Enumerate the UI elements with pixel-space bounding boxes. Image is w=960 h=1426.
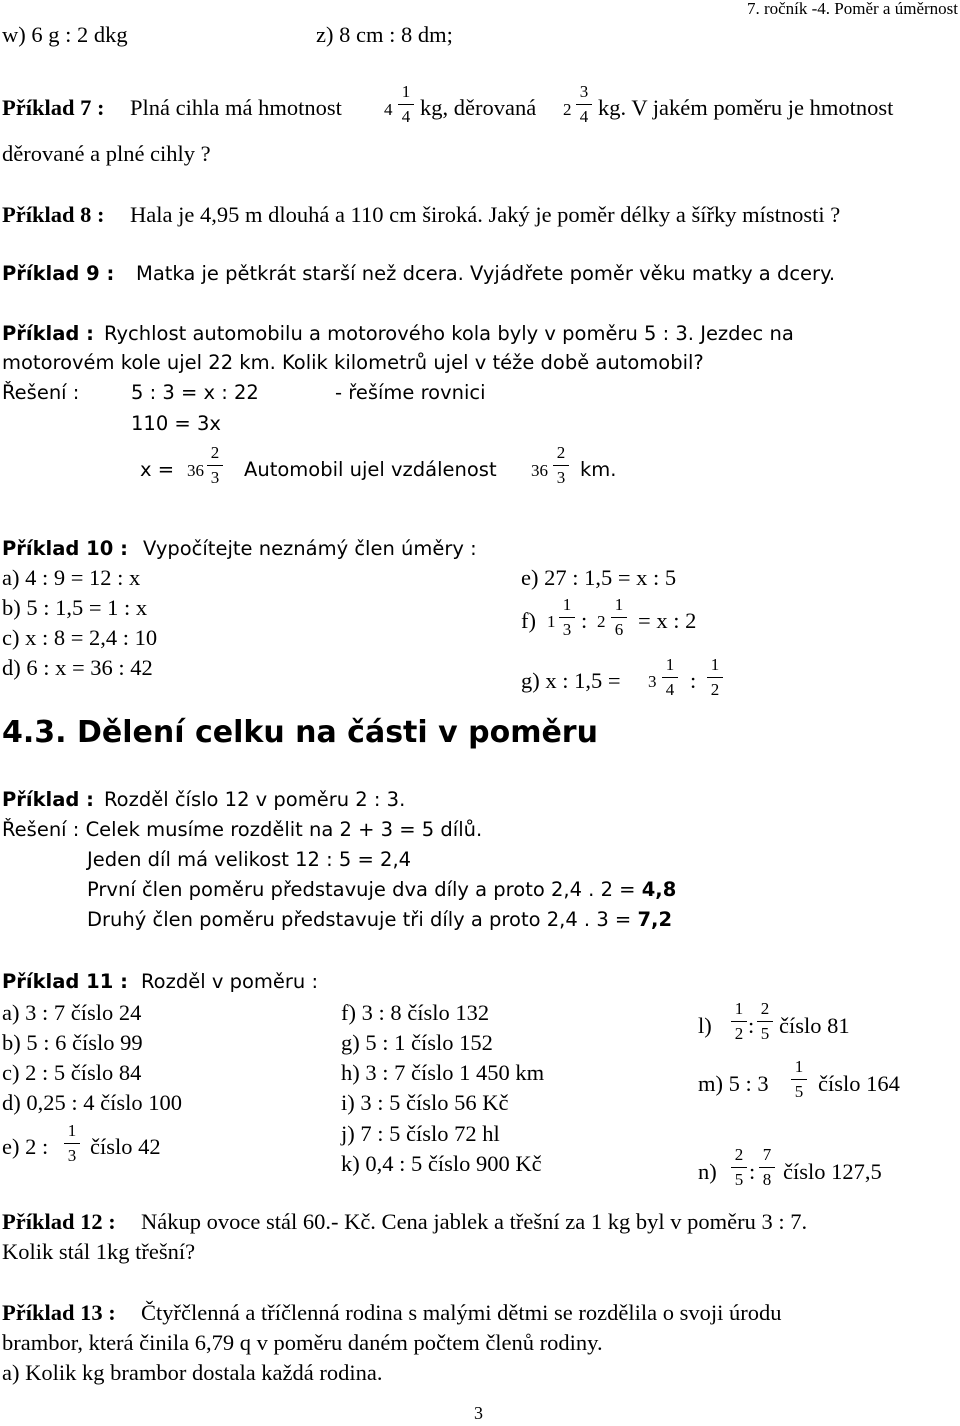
example-11-d: d) 0,25 : 4 číslo 100 xyxy=(2,1090,182,1115)
fraction-denominator: 4 xyxy=(579,107,589,126)
fraction-denominator: 6 xyxy=(614,620,624,639)
example-10-f-colon: : xyxy=(581,608,588,633)
fraction-denominator: 2 xyxy=(734,1024,744,1043)
page-number: 3 xyxy=(474,1403,483,1423)
example-13-label: Příklad 13 : xyxy=(2,1300,116,1325)
result-value-first: 4,8 xyxy=(641,878,677,901)
example-8-label: Příklad 8 : xyxy=(2,202,105,227)
example-9-label: Příklad 9 : xyxy=(2,262,115,285)
example-11-b: b) 5 : 6 číslo 99 xyxy=(2,1030,143,1055)
fraction-denominator: 3 xyxy=(210,468,220,487)
section-heading: 4.3. Dělení celku na části v poměru xyxy=(2,715,598,750)
result-line-2: Jeden díl má velikost 12 : 5 = 2,4 xyxy=(87,848,412,871)
fraction-whole: 2 xyxy=(597,612,606,631)
fraction-bar xyxy=(398,104,414,105)
result-value-second: 7,2 xyxy=(637,908,673,931)
example-11-a: a) 3 : 7 číslo 24 xyxy=(2,1000,142,1025)
example-13-text-b: brambor, která činila 6,79 q v poměru daném počtem členů rodiny. xyxy=(2,1330,603,1355)
example-11-n-rest: číslo 127,5 xyxy=(783,1159,882,1184)
fraction-whole: 1 xyxy=(547,612,556,631)
example-11-l-rest: číslo 81 xyxy=(779,1013,850,1038)
example-divide-label: Příklad : xyxy=(2,788,94,811)
example-7-text-c: kg. V jakém poměru je hmotnost xyxy=(598,95,894,120)
result-line-3 xyxy=(87,880,676,900)
fraction-denominator: 8 xyxy=(762,1170,772,1189)
example-10-d: d) 6 : x = 36 : 42 xyxy=(2,655,153,680)
example-11-j: j) 7 : 5 číslo 72 hl xyxy=(341,1121,500,1146)
fraction-denominator: 5 xyxy=(734,1170,744,1189)
example-11-c: c) 2 : 5 číslo 84 xyxy=(2,1060,142,1085)
fraction-bar xyxy=(731,1167,747,1168)
fraction-denominator: 3 xyxy=(67,1146,77,1165)
example-11-m-label: m) 5 : 3 xyxy=(698,1071,769,1096)
example-10-text: Vypočítejte neznámý člen úměry : xyxy=(143,537,477,560)
example-10-b: b) 5 : 1,5 = 1 : x xyxy=(2,595,148,620)
example-11-i: i) 3 : 5 číslo 56 Kč xyxy=(341,1090,509,1115)
example-10-g-colon: : xyxy=(690,668,697,693)
fraction-denominator: 5 xyxy=(794,1082,804,1101)
result-line-3-text: První člen poměru představuje dva díly a proto 2,4 . 2 = xyxy=(87,878,642,901)
fraction-numerator: 2 xyxy=(734,1145,744,1164)
fraction-bar xyxy=(611,617,627,618)
fraction-bar xyxy=(207,465,223,466)
fraction-f-2 xyxy=(611,596,627,640)
solution-equation: 5 : 3 = x : 22 xyxy=(131,381,259,404)
example-speed-label: Příklad : xyxy=(2,322,94,345)
example-7-text-a: Plná cihla má hmotnost xyxy=(130,95,342,120)
fraction-whole: 4 xyxy=(384,100,393,119)
example-13-text-a: Čtyřčlenná a tříčlenná rodina s malými dětmi se rozdělila o svoji úrodu xyxy=(141,1300,782,1325)
solution-answer: Automobil ujel vzdálenost xyxy=(244,458,497,481)
example-12-text-b: Kolik stál 1kg třešní? xyxy=(2,1239,196,1264)
example-speed-text-a: Rychlost automobilu a motorového kola byly v poměru 5 : 3. Jezdec na xyxy=(104,322,794,345)
example-11-f: f) 3 : 8 číslo 132 xyxy=(341,1000,490,1025)
example-10-g-label: g) x : 1,5 = xyxy=(521,668,621,693)
example-9-text: Matka je pětkrát starší než dcera. Vyjádřete poměr věku matky a dcery. xyxy=(136,262,836,285)
fraction-whole: 2 xyxy=(563,100,572,119)
fraction-numerator: 2 xyxy=(760,999,770,1018)
fraction-l-1 xyxy=(731,1000,747,1044)
example-10-f-rest: = x : 2 xyxy=(638,608,697,633)
fraction-p7-1 xyxy=(398,83,414,127)
fraction-whole: 3 xyxy=(648,672,657,691)
fraction-numerator: 1 xyxy=(562,595,572,614)
example-10-label: Příklad 10 : xyxy=(2,537,128,560)
fraction-bar xyxy=(707,677,723,678)
fraction-bar xyxy=(662,677,678,678)
example-8-text: Hala je 4,95 m dlouhá a 110 cm široká. Jaký je poměr délky a šířky místnosti ? xyxy=(130,202,841,227)
fraction-bar xyxy=(731,1021,747,1022)
fraction-bar xyxy=(791,1079,807,1080)
fraction-bar xyxy=(64,1143,80,1144)
example-10-e: e) 27 : 1,5 = x : 5 xyxy=(521,565,677,590)
fraction-m-1 xyxy=(791,1058,807,1102)
fraction-numerator: 1 xyxy=(614,595,624,614)
fraction-denominator: 3 xyxy=(562,620,572,639)
fraction-e-1 xyxy=(64,1122,80,1166)
example-12-text-a: Nákup ovoce stál 60.- Kč. Cena jablek a třešní za 1 kg byl v poměru 3 : 7. xyxy=(141,1209,808,1234)
example-10-c: c) x : 8 = 2,4 : 10 xyxy=(2,625,158,650)
example-11-h: h) 3 : 7 číslo 1 450 km xyxy=(341,1060,545,1085)
example-7-text-d: děrované a plné cihly ? xyxy=(2,141,211,166)
example-11-l-label: l) xyxy=(698,1013,712,1038)
exercise-w: w) 6 g : 2 dkg xyxy=(2,22,128,47)
example-divide-text: Rozděl číslo 12 v poměru 2 : 3. xyxy=(104,788,406,811)
example-11-e-rest: číslo 42 xyxy=(90,1134,161,1159)
fraction-g-1 xyxy=(662,656,678,700)
fraction-denominator: 4 xyxy=(401,107,411,126)
fraction-l-2 xyxy=(757,1000,773,1044)
example-speed-text-b: motorovém kole ujel 22 km. Kolik kilometrů ujel v téže době automobil? xyxy=(2,351,704,374)
fraction-denominator: 5 xyxy=(760,1024,770,1043)
example-12-label: Příklad 12 : xyxy=(2,1209,116,1234)
fraction-n-1 xyxy=(731,1146,747,1190)
example-11-k: k) 0,4 : 5 číslo 900 Kč xyxy=(341,1151,542,1176)
solution-unit: km. xyxy=(580,458,617,481)
fraction-numerator: 1 xyxy=(710,655,720,674)
example-10-a: a) 4 : 9 = 12 : x xyxy=(2,565,141,590)
example-11-g: g) 5 : 1 číslo 152 xyxy=(341,1030,493,1055)
fraction-p7-2 xyxy=(576,83,592,127)
fraction-whole: 36 xyxy=(187,461,204,480)
fraction-solution-2 xyxy=(553,444,569,488)
fraction-f-1 xyxy=(559,596,575,640)
fraction-bar xyxy=(757,1021,773,1022)
example-11-n-colon: : xyxy=(749,1159,756,1184)
example-11-m-rest: číslo 164 xyxy=(818,1071,900,1096)
example-11-n-label: n) xyxy=(698,1159,717,1184)
fraction-bar xyxy=(553,465,569,466)
fraction-whole: 36 xyxy=(531,461,548,480)
fraction-numerator: 1 xyxy=(67,1121,77,1140)
example-11-label: Příklad 11 : xyxy=(2,970,128,993)
result-line-4 xyxy=(87,910,672,930)
fraction-numerator: 3 xyxy=(579,82,589,101)
fraction-bar xyxy=(559,617,575,618)
solution-note: - řešíme rovnici xyxy=(335,381,486,404)
example-7-label: Příklad 7 : xyxy=(2,95,105,120)
example-7-text-b: kg, děrovaná xyxy=(420,95,537,120)
result-line-1: Řešení : Celek musíme rozdělit na 2 + 3 = 5 dílů. xyxy=(2,818,483,841)
fraction-numerator: 1 xyxy=(734,999,744,1018)
fraction-bar xyxy=(759,1167,775,1168)
fraction-n-2 xyxy=(759,1146,775,1190)
fraction-bar xyxy=(576,104,592,105)
page-header: 7. ročník -4. Poměr a úměrnost xyxy=(746,0,958,18)
fraction-numerator: 1 xyxy=(794,1057,804,1076)
example-10-f-label: f) xyxy=(521,608,536,633)
example-11-l-colon: : xyxy=(748,1013,755,1038)
fraction-numerator: 2 xyxy=(556,443,566,462)
example-11-text: Rozděl v poměru : xyxy=(141,970,319,993)
example-11-e-label: e) 2 : xyxy=(2,1134,49,1159)
solution-label: Řešení : xyxy=(2,381,80,404)
fraction-numerator: 1 xyxy=(401,82,411,101)
fraction-denominator: 4 xyxy=(665,680,675,699)
fraction-g-2 xyxy=(707,656,723,700)
fraction-denominator: 3 xyxy=(556,468,566,487)
fraction-numerator: 1 xyxy=(665,655,675,674)
fraction-denominator: 2 xyxy=(710,680,720,699)
fraction-numerator: 7 xyxy=(762,1145,772,1164)
fraction-solution-1 xyxy=(207,444,223,488)
solution-step-2: 110 = 3x xyxy=(131,412,221,435)
example-13-text-c: a) Kolik kg brambor dostala každá rodina. xyxy=(2,1360,383,1385)
exercise-z: z) 8 cm : 8 dm; xyxy=(316,22,453,47)
fraction-numerator: 2 xyxy=(210,443,220,462)
solution-step-3: x = xyxy=(140,458,175,481)
result-line-4-text: Druhý člen poměru představuje tři díly a proto 2,4 . 3 = xyxy=(87,908,638,931)
